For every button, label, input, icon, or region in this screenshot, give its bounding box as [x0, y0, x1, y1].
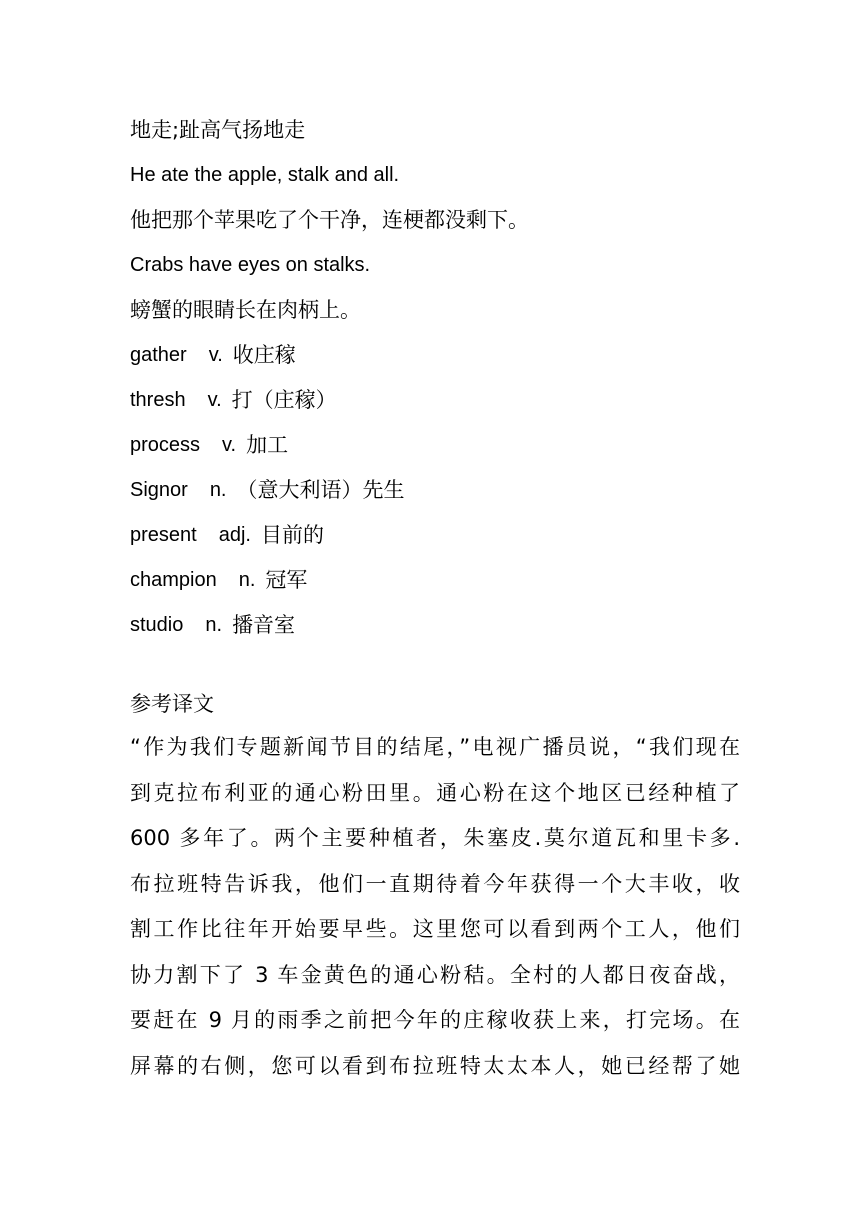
vocab-pos: n.	[205, 614, 223, 636]
line-example-english-2: Crabs have eyes on stalks.	[130, 254, 371, 276]
vocab-pos: v.	[207, 389, 222, 411]
vocab-meaning: 收庄稼	[232, 343, 296, 367]
line-example-english-1: He ate the apple, stalk and all.	[130, 164, 400, 186]
vocab-pos: n.	[209, 479, 227, 501]
line-example-chinese-1: 他把那个苹果吃了个干净，连梗都没剩下。	[130, 208, 529, 232]
vocab-entry	[130, 468, 740, 513]
vocab-entry	[130, 378, 740, 423]
vocab-meaning: 冠军	[265, 568, 308, 592]
vocab-meaning: （意大利语）先生	[236, 478, 405, 502]
vocab-entry	[130, 333, 740, 378]
translation-section	[130, 683, 740, 1089]
vocab-word: Signor	[130, 479, 188, 501]
vocab-entry	[130, 513, 740, 558]
paragraph-line: 要赶在 9 月的雨季之前把今年的庄稼收获上来，打完场。在	[130, 1008, 740, 1032]
vocab-meaning: 打（庄稼）	[231, 388, 337, 412]
paragraph-line: “作为我们专题新闻节目的结尾，”电视广播员说，“我们现在	[130, 735, 740, 759]
translation-heading: 参考译文	[130, 692, 214, 716]
paragraph-line: 到克拉布利亚的通心粉田里。通心粉在这个地区已经种植了	[130, 780, 740, 805]
paragraph-line: 割工作比往年开始要早些。这里您可以看到两个工人，他们	[130, 917, 740, 941]
vocab-pos: adj.	[218, 524, 251, 546]
vocab-entry	[130, 423, 740, 468]
vocab-entry	[130, 558, 740, 603]
translation-paragraph	[130, 725, 740, 1089]
vocab-meaning: 加工	[246, 433, 289, 457]
vocab-entry	[130, 603, 740, 648]
paragraph-line: 协力割下了 3 车金黄色的通心粉秸。全村的人都日夜奋战，	[130, 962, 740, 987]
vocab-meaning: 播音室	[232, 613, 296, 637]
vocab-list	[130, 333, 740, 648]
vocab-word: studio	[130, 614, 184, 636]
vocab-pos: v.	[208, 344, 223, 366]
paragraph-line: 屏幕的右侧，您可以看到布拉班特太太本人，她已经帮了她	[130, 1053, 740, 1078]
document-page	[130, 108, 740, 1089]
line-definition-continued: 地走;趾高气扬地走	[130, 118, 306, 142]
vocab-word: thresh	[130, 389, 186, 411]
section-spacer	[130, 648, 740, 683]
line-example-chinese-2: 螃蟹的眼睛长在肉柄上。	[130, 298, 361, 322]
paragraph-line: 600 多年了。两个主要种植者，朱塞皮.莫尔道瓦和里卡多.	[130, 826, 740, 850]
paragraph-line: 布拉班特告诉我，他们一直期待着今年获得一个大丰收，收	[130, 871, 740, 896]
vocab-word: process	[130, 434, 201, 456]
example-lines	[130, 108, 740, 333]
vocab-word: present	[130, 524, 197, 546]
vocab-meaning: 目前的	[260, 523, 324, 547]
vocab-word: gather	[130, 344, 187, 366]
vocab-pos: v.	[222, 434, 237, 456]
vocab-pos: n.	[238, 569, 256, 591]
vocab-word: champion	[130, 569, 217, 591]
